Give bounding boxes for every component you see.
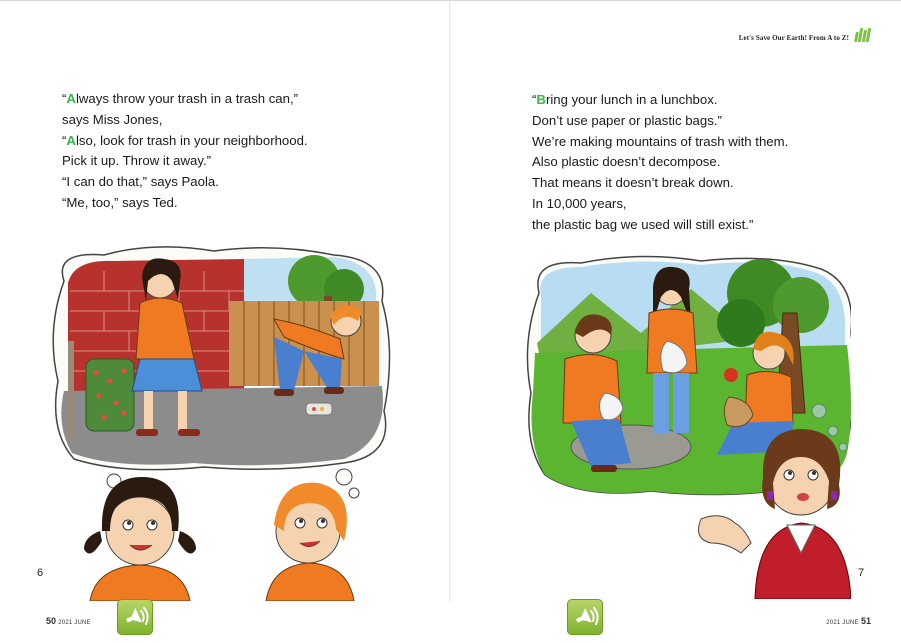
story-line: “Also, look for trash in your neighborhood. — [62, 132, 308, 148]
story-line: In 10,000 years, — [532, 195, 627, 211]
story-line: Also plastic doesn’t decompose. — [532, 154, 721, 170]
story-line: We’re making mountains of trash with them. — [532, 133, 789, 149]
folio-right — [826, 616, 871, 626]
page-number: 7 — [858, 567, 865, 579]
folio-issue: 2021 JUNE — [826, 620, 859, 626]
folio-number: 51 — [860, 616, 871, 626]
page-gutter — [449, 1, 451, 601]
speaker-icon — [571, 603, 599, 631]
picnic-illustration — [521, 253, 851, 599]
series-title: Let's Save Our Earth! From A to Z! — [738, 34, 849, 42]
story-line: says Miss Jones, — [62, 111, 163, 127]
story-line: That means it doesn’t break down. — [532, 175, 734, 191]
page-number: 6 — [37, 567, 44, 579]
left-page-text — [62, 89, 308, 214]
story-line: “Bring your lunch in a lunchbox. — [532, 92, 718, 107]
audio-play-button[interactable] — [117, 599, 153, 635]
right-page-text — [532, 90, 788, 236]
folio-number: 50 — [46, 616, 57, 626]
trash-pickup-illustration — [44, 241, 404, 601]
folio-issue: 2021 JUNE — [58, 620, 91, 626]
story-line: “Me, too,” says Ted. — [62, 194, 178, 210]
folio-left — [46, 616, 91, 626]
speaker-icon — [121, 603, 149, 631]
series-logo-icon — [855, 28, 871, 42]
audio-play-button[interactable] — [567, 599, 603, 635]
story-line: “Always throw your trash in a trash can,” — [62, 91, 299, 106]
story-line: Pick it up. Throw it away.” — [62, 153, 212, 169]
story-line: “I can do that,” says Paola. — [62, 174, 219, 190]
story-line: Don’t use paper or plastic bags.” — [532, 112, 722, 128]
story-line: the plastic bag we used will still exist.” — [532, 216, 754, 232]
